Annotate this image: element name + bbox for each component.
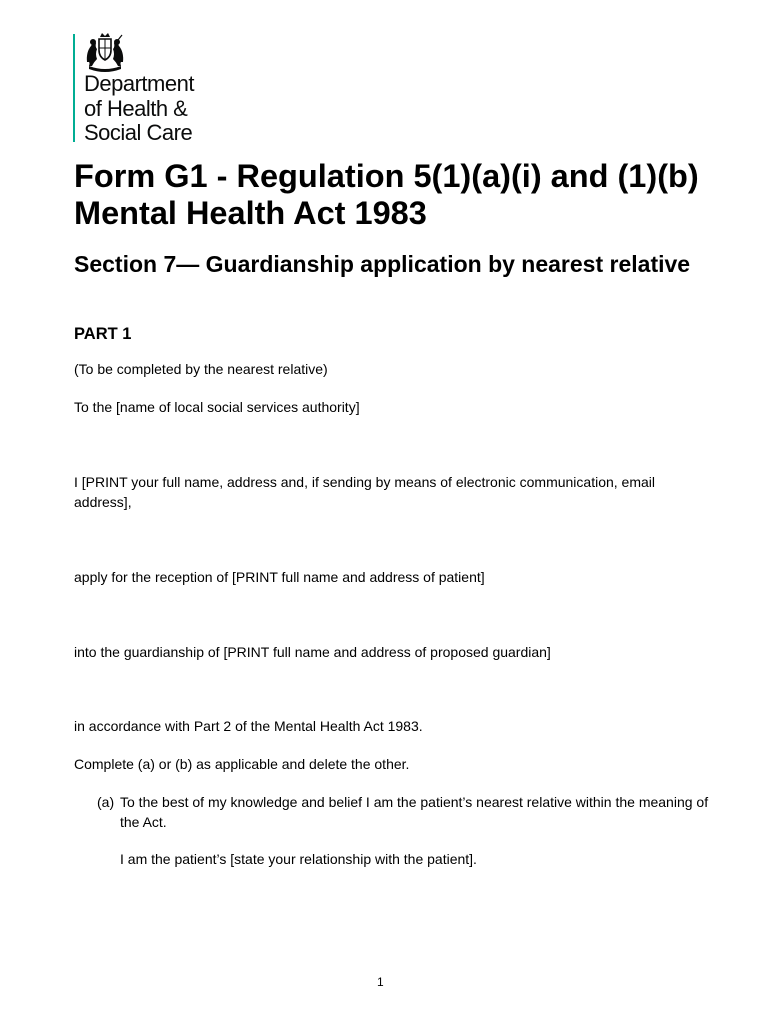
page-number: 1	[377, 975, 384, 989]
to-authority-prompt: To the [name of local social services authority]	[74, 399, 360, 415]
complete-instruction: Complete (a) or (b) as applicable and delete the other.	[74, 756, 410, 772]
option-a-marker: (a)	[97, 794, 115, 810]
department-name	[84, 72, 194, 146]
form-title: Form G1 - Regulation 5(1)(a)(i) and (1)(b) Mental Health Act 1983	[74, 158, 699, 231]
royal-coat-of-arms-icon	[83, 32, 127, 72]
option-a-relationship-prompt: I am the patient’s [state your relationship with the patient].	[120, 851, 477, 867]
legal-basis-statement: in accordance with Part 2 of the Mental Health Act 1983.	[74, 718, 423, 734]
part-heading: PART 1	[74, 325, 132, 343]
patient-details-prompt: apply for the reception of [PRINT full name and address of patient]	[74, 569, 485, 585]
completed-by-note: (To be completed by the nearest relative)	[74, 361, 328, 377]
applicant-details-prompt: I [PRINT your full name, address and, if sending by means of electronic communication, email address],	[74, 474, 656, 510]
department-name-line-1: Department	[84, 71, 194, 96]
department-name-line-2: of Health &	[84, 95, 188, 121]
option-a-statement: To the best of my knowledge and belief I am the patient’s nearest relative within the meaning of the Act.	[120, 794, 709, 830]
department-name-line-3: Social Care	[84, 120, 193, 145]
logo-divider	[73, 34, 75, 142]
section-title: Section 7— Guardianship application by nearest relative	[74, 251, 691, 277]
guardian-details-prompt: into the guardianship of [PRINT full name and address of proposed guardian]	[74, 644, 551, 660]
